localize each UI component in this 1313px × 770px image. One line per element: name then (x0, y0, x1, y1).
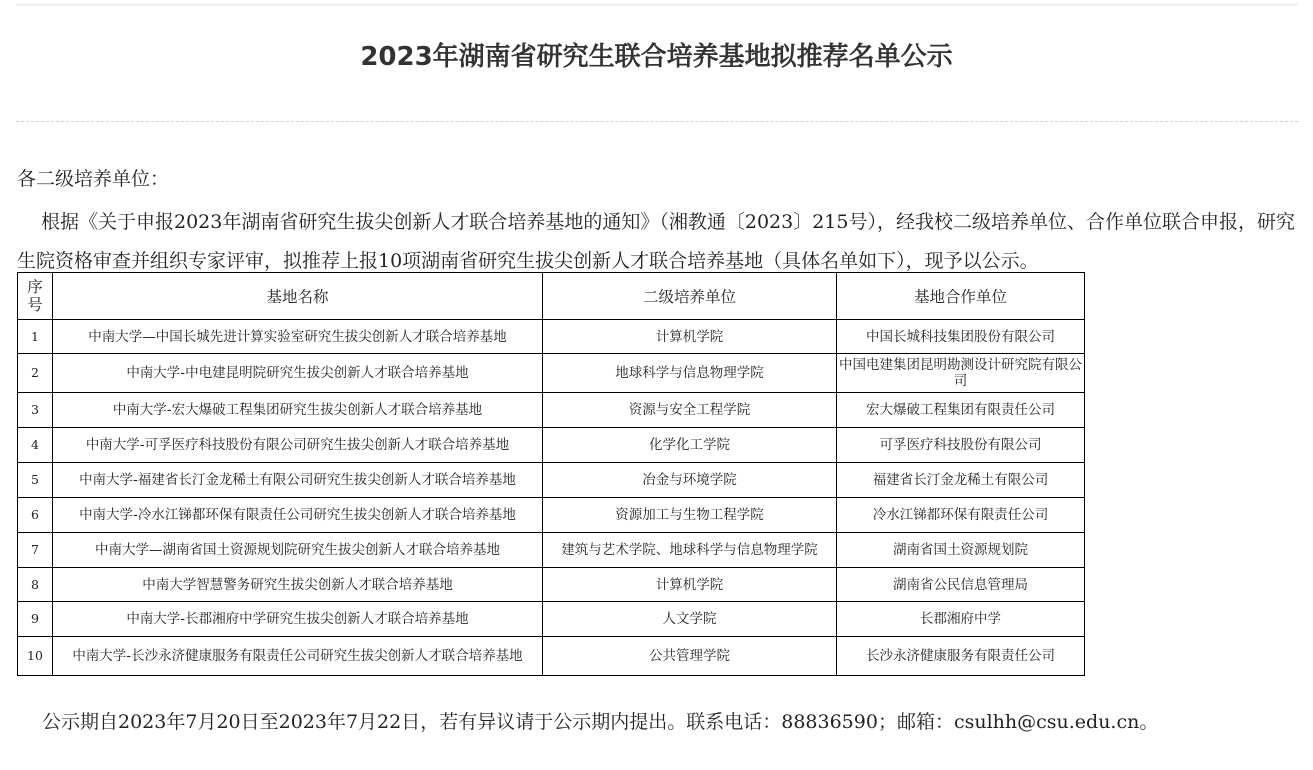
table-header-row (18, 273, 1085, 320)
partner-unit: 湖南省国土资源规划院 (837, 533, 1085, 568)
training-unit: 冶金与环境学院 (543, 463, 837, 498)
header-unit: 二级培养单位 (543, 273, 837, 320)
row-number: 6 (18, 498, 53, 533)
training-unit: 化学化工学院 (543, 428, 837, 463)
base-name: 中南大学-福建省长汀金龙稀土有限公司研究生拔尖创新人才联合培养基地 (53, 463, 543, 498)
partner-unit: 中国电建集团昆明勘测设计研究院有限公司 (837, 354, 1085, 393)
row-number: 4 (18, 428, 53, 463)
table-row (18, 602, 1085, 637)
row-number: 8 (18, 568, 53, 602)
base-name: 中南大学-长沙永济健康服务有限责任公司研究生拔尖创新人才联合培养基地 (53, 637, 543, 676)
table-row (18, 428, 1085, 463)
base-name: 中南大学-中电建昆明院研究生拔尖创新人才联合培养基地 (53, 354, 543, 393)
training-unit: 资源加工与生物工程学院 (543, 498, 837, 533)
greeting: 各二级培养单位： (17, 168, 170, 190)
table-row (18, 463, 1085, 498)
base-name: 中南大学-可孚医疗科技股份有限公司研究生拔尖创新人才联合培养基地 (53, 428, 543, 463)
training-unit: 计算机学院 (543, 320, 837, 354)
training-unit: 公共管理学院 (543, 637, 837, 676)
table-row (18, 354, 1085, 393)
partner-unit: 长郡湘府中学 (837, 602, 1085, 637)
partner-unit: 湖南省公民信息管理局 (837, 568, 1085, 602)
top-divider (16, 4, 1298, 5)
row-number: 2 (18, 354, 53, 393)
header-seq: 序号 (18, 273, 53, 320)
training-unit: 地球科学与信息物理学院 (543, 354, 837, 393)
title-divider (16, 121, 1298, 122)
partner-unit: 冷水江锑都环保有限责任公司 (837, 498, 1085, 533)
partner-unit: 可孚医疗科技股份有限公司 (837, 428, 1085, 463)
row-number: 1 (18, 320, 53, 354)
row-number: 7 (18, 533, 53, 568)
training-unit: 建筑与艺术学院、地球科学与信息物理学院 (543, 533, 837, 568)
partner-unit: 福建省长汀金龙稀土有限公司 (837, 463, 1085, 498)
table-row (18, 637, 1085, 676)
table-row (18, 498, 1085, 533)
page-title: 2023年湖南省研究生联合培养基地拟推荐名单公示 (360, 42, 953, 72)
partner-unit: 宏大爆破工程集团有限责任公司 (837, 393, 1085, 428)
partner-unit: 中国长城科技集团股份有限公司 (837, 320, 1085, 354)
table-row (18, 533, 1085, 568)
notice-paragraph: 公示期自2023年7月20日至2023年7月22日，若有异议请于公示期内提出。联系电话：88836590；邮箱：csulhh@csu.edu.cn。 (42, 711, 1159, 733)
table-row (18, 568, 1085, 602)
base-name: 中南大学—中国长城先进计算实验室研究生拔尖创新人才联合培养基地 (53, 320, 543, 354)
table-row (18, 320, 1085, 354)
training-unit: 人文学院 (543, 602, 837, 637)
intro-paragraph: 根据《关于申报2023年湖南省研究生拔尖创新人才联合培养基地的通知》（湘教通〔2023〕215号），经我校二级培养单位、合作单位联合申报，研究生院资格审查并组织专家评审，拟推荐上报10项湖南省研究生拔尖创新人才联合培养基地（具体名单如下），现予以公示。 (17, 211, 1295, 272)
row-number: 10 (18, 637, 53, 676)
partner-unit: 长沙永济健康服务有限责任公司 (837, 637, 1085, 676)
header-name: 基地名称 (53, 273, 543, 320)
base-name: 中南大学-长郡湘府中学研究生拔尖创新人才联合培养基地 (53, 602, 543, 637)
base-name: 中南大学-宏大爆破工程集团研究生拔尖创新人才联合培养基地 (53, 393, 543, 428)
base-name: 中南大学—湖南省国土资源规划院研究生拔尖创新人才联合培养基地 (53, 533, 543, 568)
row-number: 5 (18, 463, 53, 498)
bases-table (17, 272, 1085, 676)
training-unit: 计算机学院 (543, 568, 837, 602)
row-number: 3 (18, 393, 53, 428)
header-partner: 基地合作单位 (837, 273, 1085, 320)
table-row (18, 393, 1085, 428)
base-name: 中南大学智慧警务研究生拔尖创新人才联合培养基地 (53, 568, 543, 602)
training-unit: 资源与安全工程学院 (543, 393, 837, 428)
row-number: 9 (18, 602, 53, 637)
base-name: 中南大学-冷水江锑都环保有限责任公司研究生拔尖创新人才联合培养基地 (53, 498, 543, 533)
